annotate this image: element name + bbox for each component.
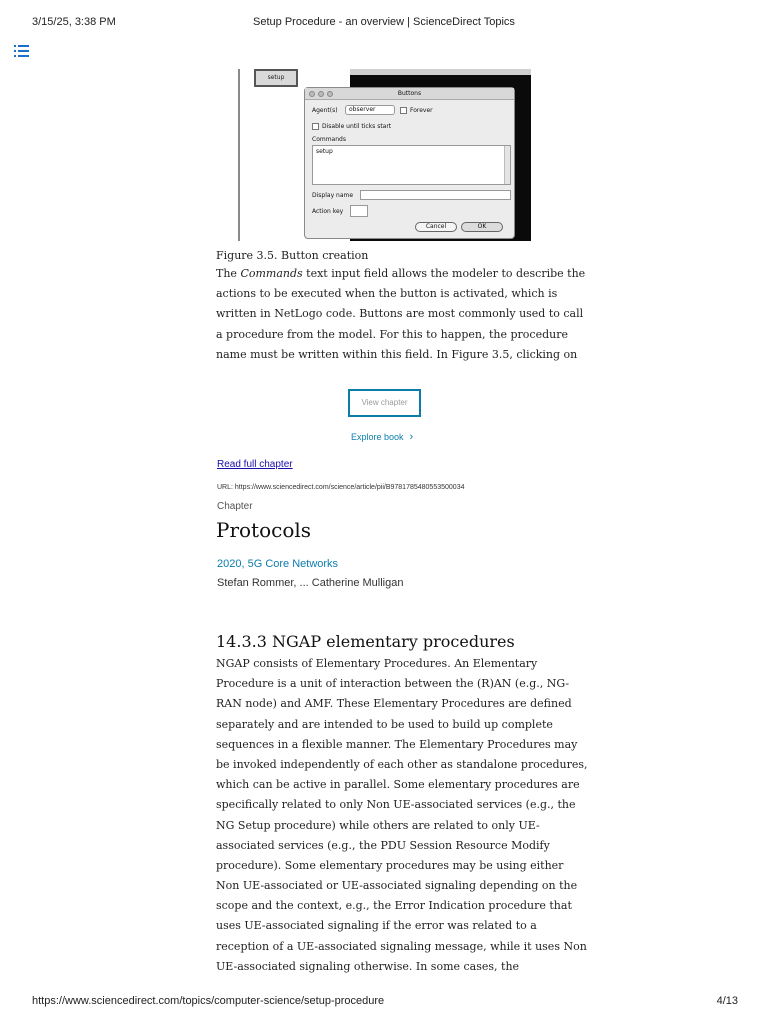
- dialog-ok-button: OK: [461, 222, 503, 232]
- excerpt-text: text input field allows the modeler to describe the: [302, 267, 586, 280]
- page-number: 4/13: [716, 995, 738, 1007]
- action-key-field: [350, 205, 368, 217]
- authors: Stefan Rommer, ... Catherine Mulligan: [217, 577, 404, 589]
- figure-setup-button: setup: [254, 69, 298, 87]
- agents-select: observer: [345, 105, 395, 115]
- list-icon[interactable]: [14, 44, 30, 58]
- dialog-cancel-button: Cancel: [415, 222, 457, 232]
- figure-divider: [238, 69, 240, 241]
- body-line: associated services (e.g., the PDU Session Resource Modify: [216, 838, 550, 852]
- forever-label: Forever: [410, 107, 433, 114]
- body-line: Procedure is a unit of interaction between the (R)AN (e.g., NG-: [216, 677, 570, 691]
- disable-checkbox: [312, 123, 319, 130]
- body-line: uses UE-associated signaling if the error was related to a: [216, 919, 537, 933]
- body-line: RAN node) and AMF. These Elementary Procedures are defined: [216, 697, 572, 711]
- section-body: [216, 654, 588, 977]
- dialog-titlebar: [305, 88, 514, 100]
- figure-image: [236, 69, 531, 241]
- excerpt-emphasis: Commands: [240, 267, 303, 280]
- print-url: https://www.sciencedirect.com/topics/computer-science/setup-procedure: [32, 995, 385, 1007]
- excerpt-line: name must be written within this field. In Figure 3.5, clicking on: [216, 347, 578, 361]
- commands-textarea: [312, 145, 511, 185]
- view-chapter-button[interactable]: View chapter: [348, 389, 421, 417]
- excerpt-line: written in NetLogo code. Buttons are most commonly used to call: [216, 307, 584, 321]
- body-line: be invoked independently of each other as standalone procedures,: [216, 757, 588, 771]
- body-line: sequences in a flexible manner. The Elementary Procedures may: [216, 737, 578, 751]
- buttons-dialog: [304, 87, 515, 239]
- commands-label: Commands: [312, 136, 346, 143]
- figure-view-top: [350, 69, 531, 75]
- publication-link[interactable]: 2020, 5G Core Networks: [217, 558, 339, 570]
- body-line: separately and are intended to be used to build up complete: [216, 717, 553, 731]
- chapter-url: URL: https://www.sciencedirect.com/science/article/pii/B9781785480553500034: [217, 484, 465, 491]
- section-heading: 14.3.3 NGAP elementary procedures: [216, 632, 515, 651]
- print-footer: [0, 995, 768, 1009]
- excerpt-line: [216, 264, 586, 284]
- forever-checkbox: [400, 107, 407, 114]
- print-header: [0, 16, 768, 30]
- commands-value: setup: [316, 148, 333, 155]
- excerpt-line: actions to be executed when the button is activated, which is: [216, 287, 558, 301]
- chevron-right-icon: ›: [409, 431, 414, 443]
- commands-scrollbar: [504, 146, 510, 184]
- agents-label: Agent(s): [312, 107, 338, 114]
- display-name-field: [360, 190, 511, 200]
- dialog-title: Buttons: [397, 90, 422, 97]
- body-line: specifically related to only Non UE-associated services (e.g., the: [216, 798, 576, 812]
- chapter-excerpt: [216, 264, 586, 365]
- body-line: scope and the context, e.g., the Error Indication procedure that: [216, 899, 572, 913]
- body-line: which can be active in parallel. Some elementary procedures are: [216, 778, 580, 792]
- action-key-label: Action key: [312, 208, 344, 215]
- body-line: UE-associated signaling otherwise. In some cases, the: [216, 959, 520, 973]
- body-line: NG Setup procedure) while others are related to only UE-: [216, 818, 540, 832]
- chapter-title: Protocols: [216, 518, 312, 542]
- body-line: reception of a UE-associated signaling message, while it uses Non: [216, 939, 587, 953]
- excerpt-text: The: [216, 267, 241, 280]
- excerpt-line: a procedure from the model. For this to happen, the procedure: [216, 327, 568, 341]
- display-name-label: Display name: [312, 192, 354, 199]
- print-page-title: Setup Procedure - an overview | ScienceDirect Topics: [253, 16, 515, 28]
- figure-caption: Figure 3.5. Button creation: [216, 249, 369, 262]
- print-datetime: 3/15/25, 3:38 PM: [32, 16, 116, 28]
- read-full-chapter-link[interactable]: Read full chapter: [217, 459, 293, 470]
- explore-book-link[interactable]: [351, 431, 413, 443]
- explore-book-label: Explore book: [351, 432, 404, 442]
- body-line: Non UE-associated or UE-associated signaling depending on the: [216, 879, 578, 893]
- disable-label: Disable until ticks start: [322, 123, 392, 130]
- body-line: procedure). Some elementary procedures may be using either: [216, 858, 564, 872]
- body-line: NGAP consists of Elementary Procedures. An Elementary: [216, 657, 538, 670]
- content-type-label: Chapter: [217, 501, 253, 512]
